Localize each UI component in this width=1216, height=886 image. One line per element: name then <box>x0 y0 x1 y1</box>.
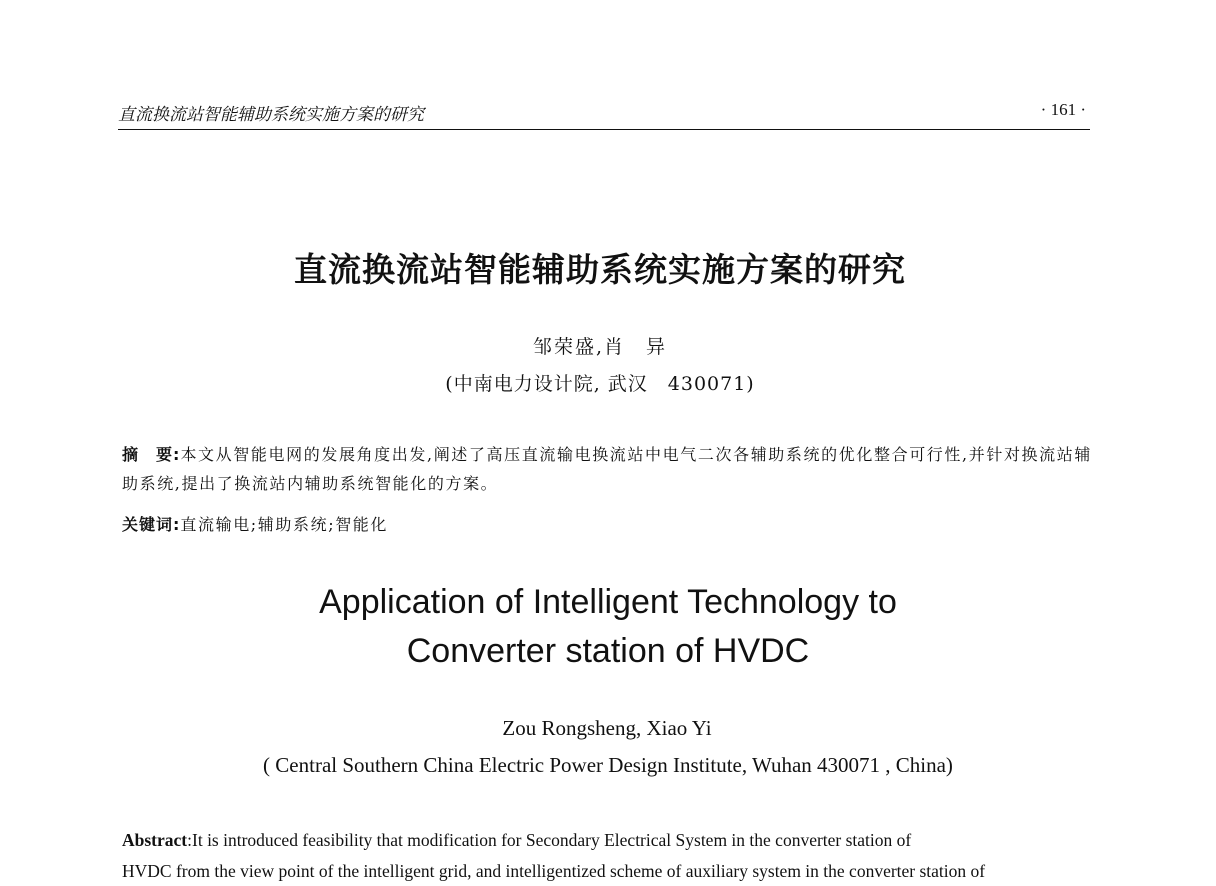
english-abstract-separator: : <box>187 830 192 850</box>
chinese-abstract-label: 摘 要: <box>122 445 181 464</box>
chinese-authors: 邹荣盛,肖 异 <box>532 336 668 358</box>
english-affiliation: ( Central Southern China Electric Power Design Institute, Wuhan 430071 , China) <box>263 753 953 777</box>
chinese-keywords-text: 直流输电;辅助系统;智能化 <box>180 515 388 534</box>
english-title-line-2: Converter station of HVDC <box>406 632 810 670</box>
english-abstract-text: It is introduced feasibility that modification for Secondary Electrical System in the converter station of <box>192 830 912 850</box>
running-header <box>118 98 1090 124</box>
header-rule <box>118 129 1090 130</box>
english-abstract-label: Abstract <box>122 830 188 850</box>
chinese-title: 直流换流站智能辅助系统实施方案的研究 <box>294 250 906 289</box>
chinese-keywords <box>122 510 1092 539</box>
page-number: · 161 · <box>1040 100 1086 119</box>
running-header-title: 直流换流站智能辅助系统实施方案的研究 <box>118 105 424 125</box>
english-abstract-next-line: HVDC from the view point of the intelligent grid, and intelligentized scheme of auxiliary system in the converter station of <box>122 861 986 881</box>
chinese-abstract <box>122 440 1092 498</box>
chinese-abstract-text: 本文从智能电网的发展角度出发,阐述了高压直流输电换流站中电气二次各辅助系统的优化整合可行性,并针对换流站辅助系统,提出了换流站内辅助系统智能化的方案。 <box>122 445 1092 493</box>
english-title <box>0 578 1216 676</box>
english-abstract <box>122 825 1092 855</box>
chinese-keywords-label: 关键词: <box>122 515 181 534</box>
english-authors: Zou Rongsheng, Xiao Yi <box>502 716 712 740</box>
chinese-affiliation: (中南电力设计院, 武汉 430071) <box>445 373 755 395</box>
english-title-line-1: Application of Intelligent Technology to <box>319 583 897 621</box>
